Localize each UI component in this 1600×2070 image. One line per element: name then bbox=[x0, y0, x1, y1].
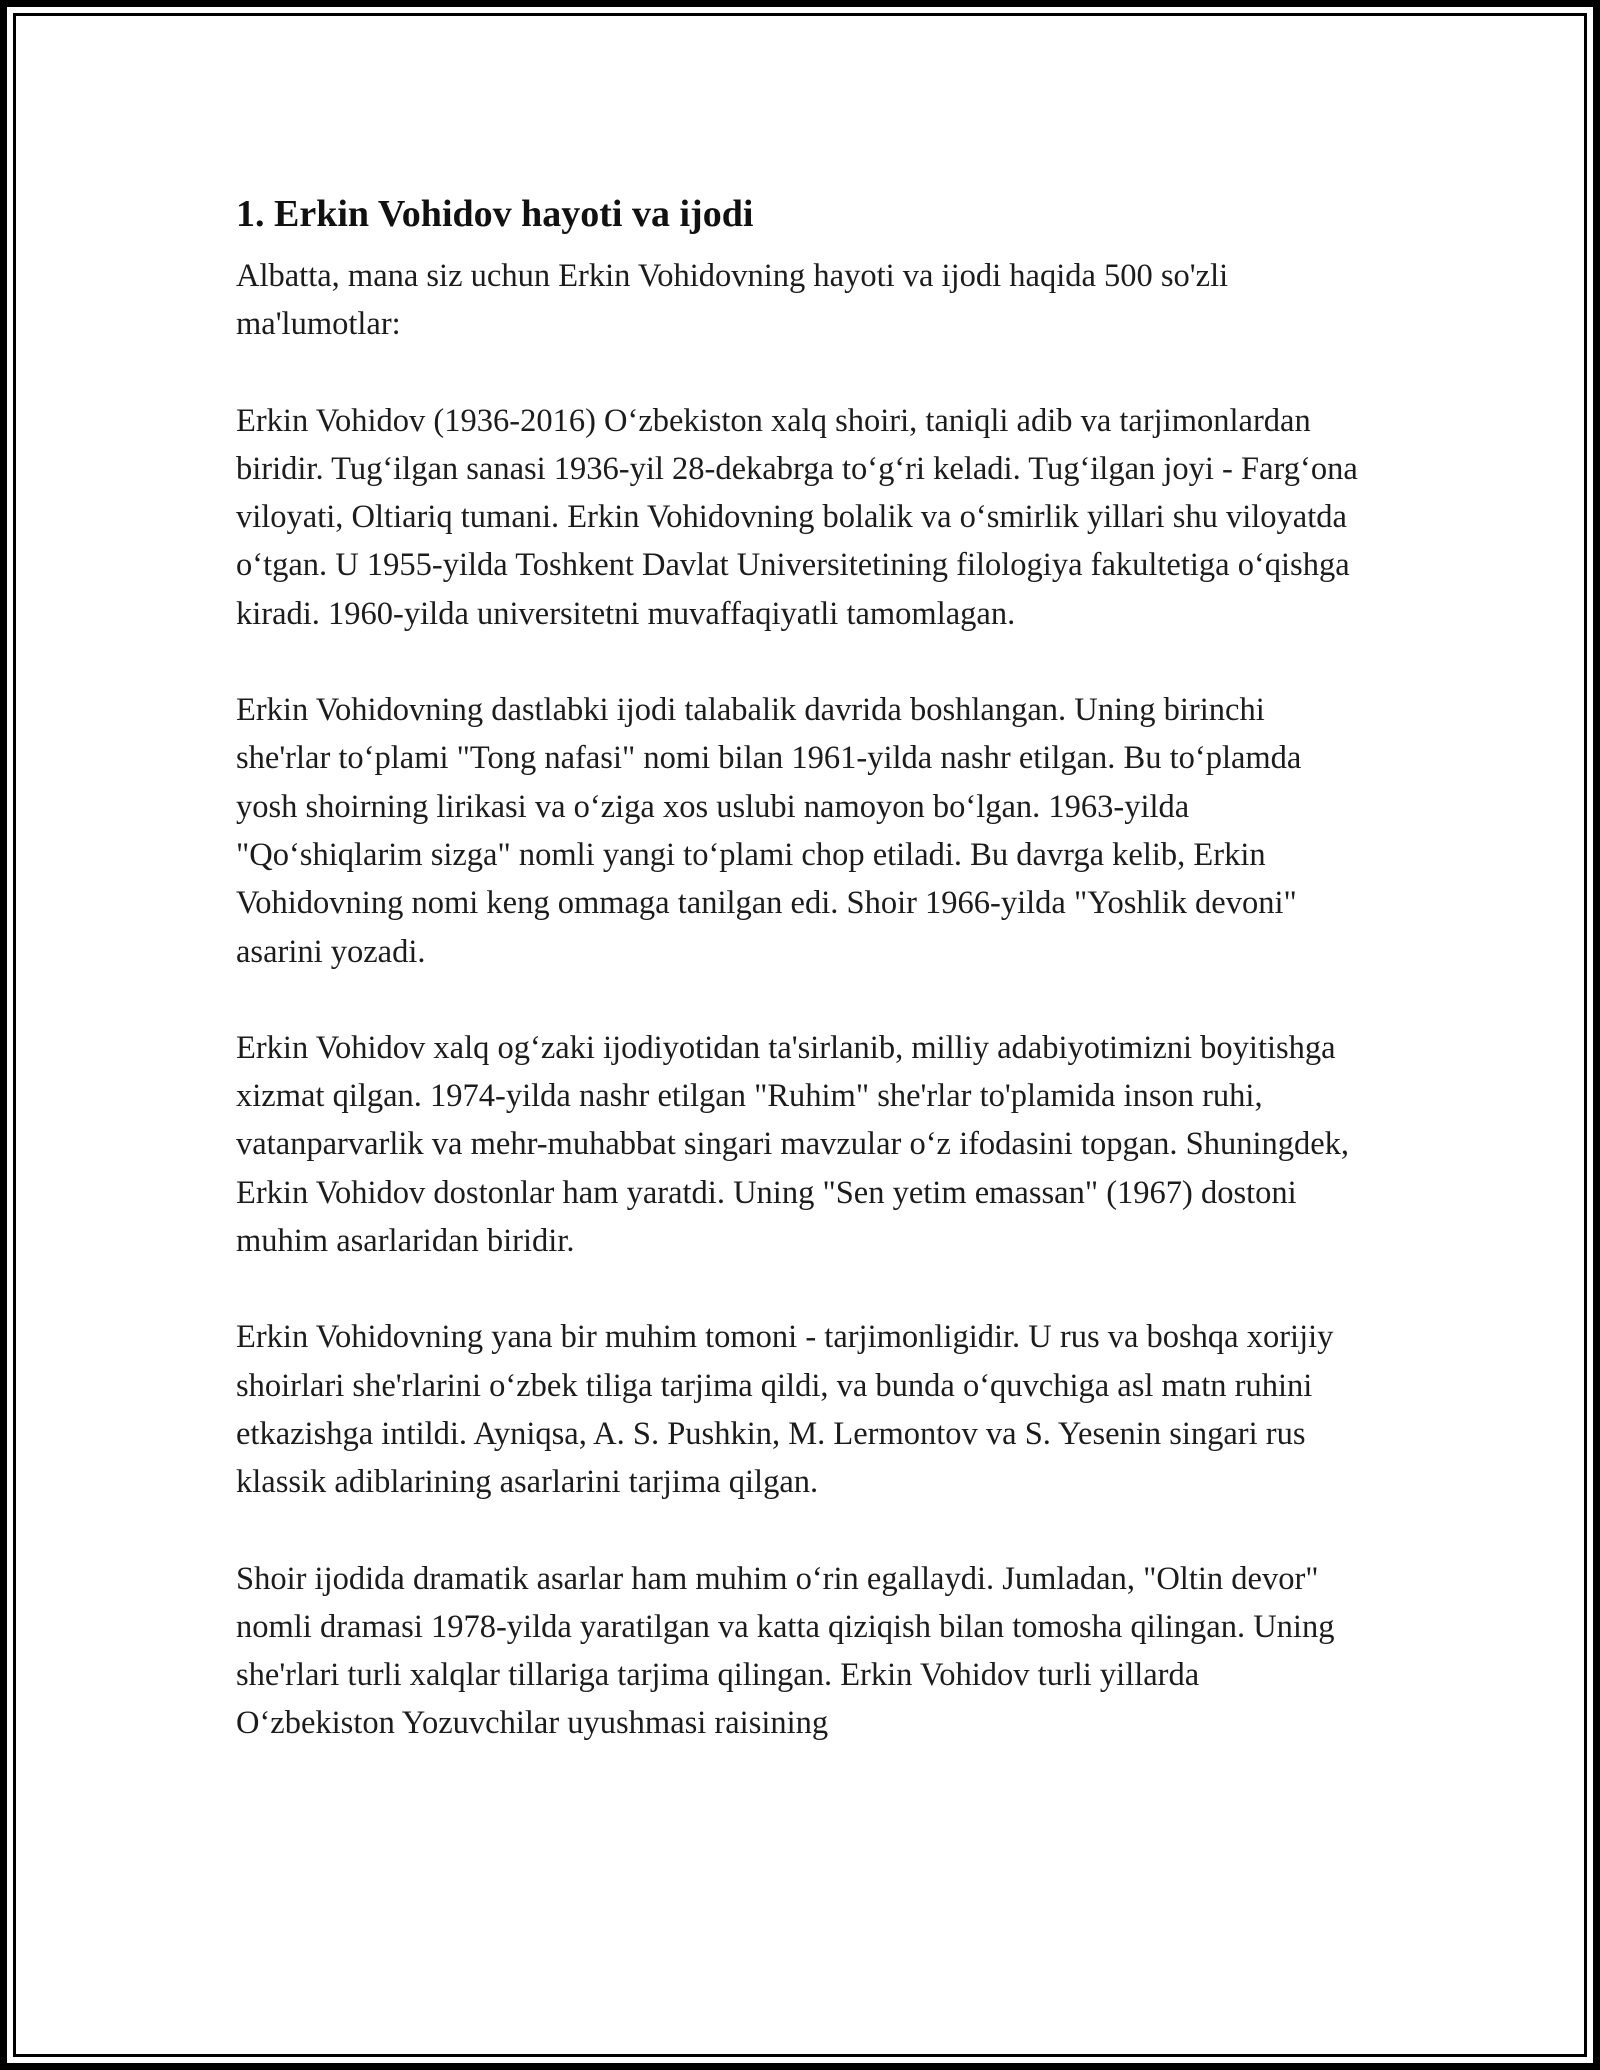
biography-paragraph: Erkin Vohidov (1936-2016) O‘zbekiston xalq shoiri, taniqli adib va tarjimonlardan biridir. Tug‘ilgan sanasi 1936-yil 28-dekabrga to‘g‘ri keladi. Tug‘ilgan joyi - Farg‘ona viloyati, Oltiariq tumani. Erkin Vohidovning bolalik va o‘smirlik yillari shu viloyatda o‘tgan. U 1955-yilda Toshkent Davlat Universitetining filologiya fakultetiga o‘qishga kiradi. 1960-yilda universitetni muvaffaqiyatli tamomlagan. bbox=[236, 402, 1358, 632]
section-heading: 1. Erkin Vohidov hayoti va ijodi bbox=[236, 193, 754, 235]
document-body bbox=[236, 184, 1366, 1796]
intro-paragraph: Albatta, mana siz uchun Erkin Vohidovning hayoti va ijodi haqida 500 so'zli ma'lumotlar: bbox=[236, 258, 1229, 343]
drama-paragraph: Shoir ijodida dramatik asarlar ham muhim o‘rin egallaydi. Jumladan, "Oltin devor" nomli dramasi 1978-yilda yaratilgan va katta qiziqish bilan tomosha qilingan. Uning she'rlari turli xalqlar tillariga tarjima qilingan. Erkin Vohidov turli yillarda O‘zbekiston Yozuvchilar uyushmasi raisining bbox=[236, 1560, 1335, 1742]
folk-influence-paragraph: Erkin Vohidov xalq og‘zaki ijodiyotidan ta'sirlanib, milliy adabiyotimizni boyitishga xizmat qilgan. 1974-yilda nashr etilgan "Ruhim" she'rlar to'plamida inson ruhi, vatanparvarlik va mehr-muhabbat singari mavzular o‘z ifodasini topgan. Shuningdek, Erkin Vohidov dostonlar ham yaratdi. Uning "Sen yetim emassan" (1967) dostoni muhim asarlaridan biridir. bbox=[236, 1029, 1350, 1260]
early-work-paragraph: Erkin Vohidovning dastlabki ijodi talabalik davrida boshlangan. Uning birinchi she'rlar to‘plami "Tong nafasi" nomi bilan 1961-yilda nashr etilgan. Bu to‘plamda yosh shoirning lirikasi va o‘ziga xos uslubi namoyon bo‘lgan. 1963-yilda "Qo‘shiqlarim sizga" nomli yangi to‘plami chop etiladi. Bu davrga kelib, Erkin Vohidovning nomi keng ommaga tanilgan edi. Shoir 1966-yilda "Yoshlik devoni" asarini yozadi. bbox=[236, 692, 1302, 970]
translation-paragraph: Erkin Vohidovning yana bir muhim tomoni - tarjimonligidir. U rus va boshqa xorijiy shoirlari she'rlarini o‘zbek tiliga tarjima qildi, va bunda o‘quvchiga asl matn ruhini etkazishga intildi. Ayniqsa, A. S. Pushkin, M. Lermontov va S. Yesenin singari rus klassik adiblarining asarlarini tarjima qilgan. bbox=[236, 1319, 1334, 1501]
